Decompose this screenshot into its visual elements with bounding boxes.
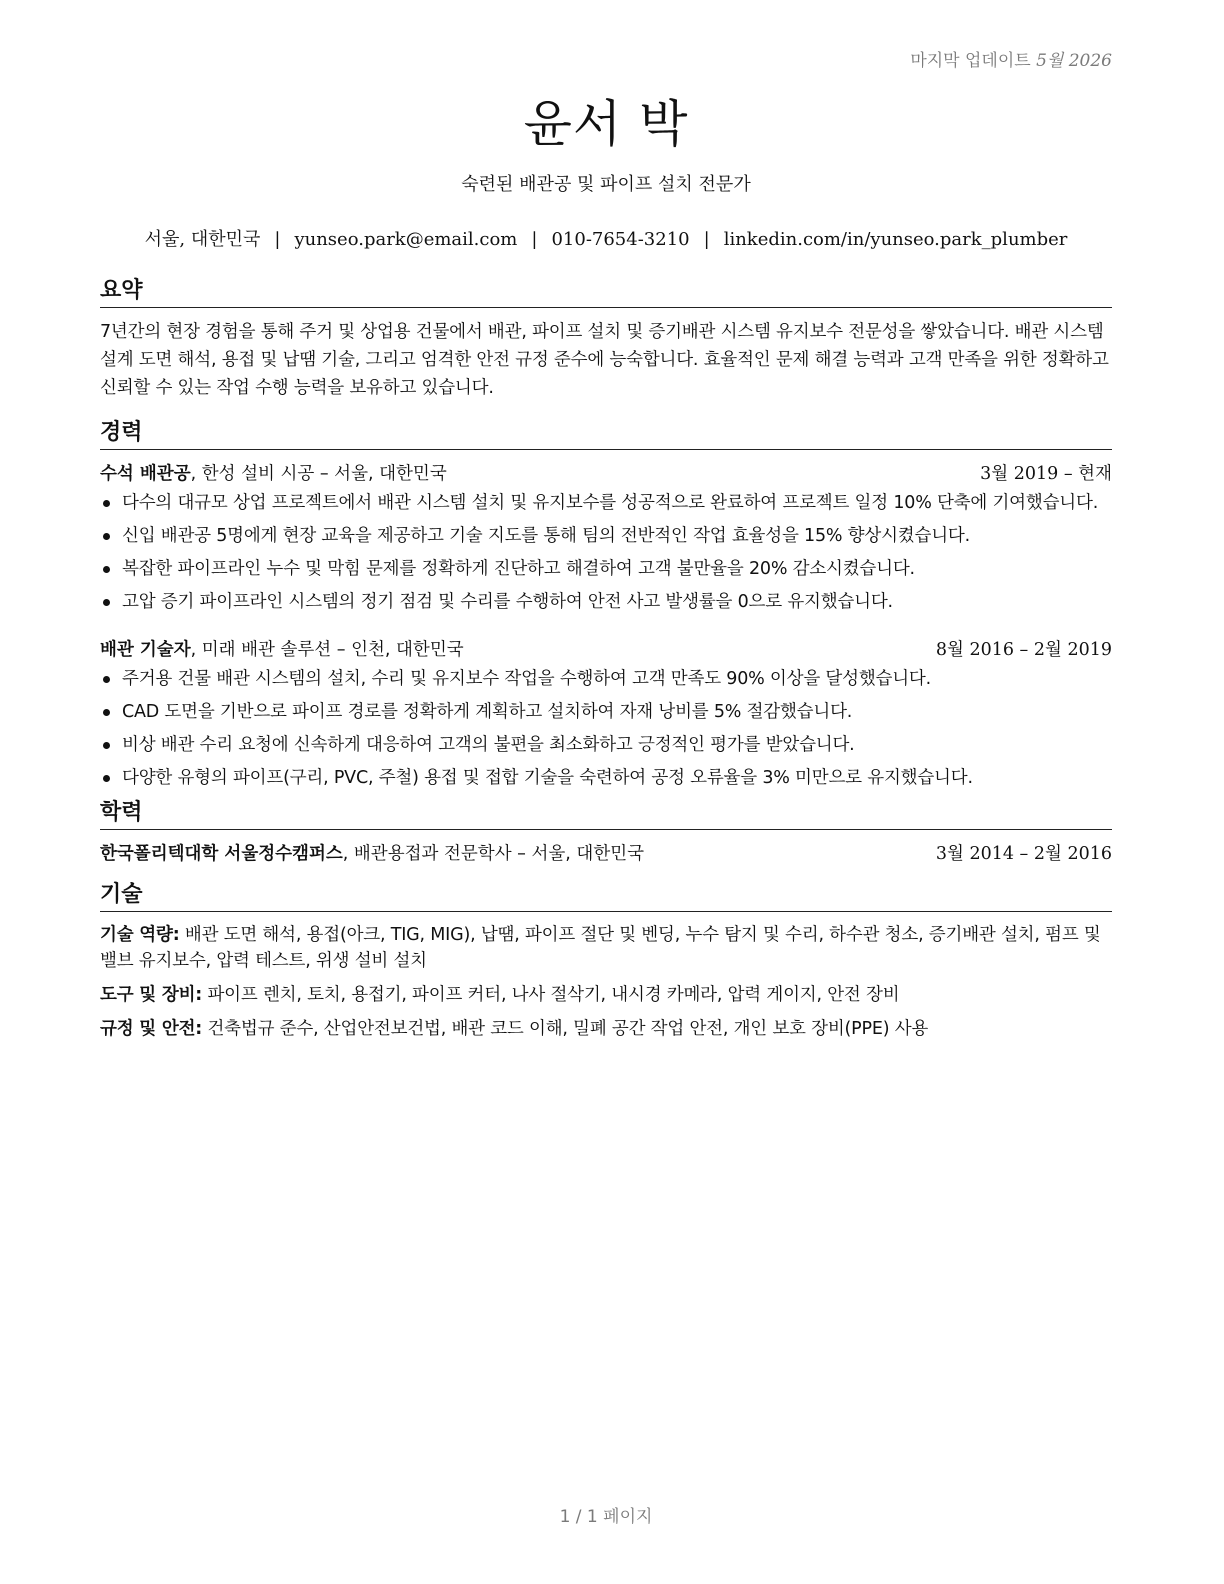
skill-line bbox=[100, 922, 1112, 974]
skill-line bbox=[100, 1016, 1112, 1042]
last-updated-label: 마지막 업데이트 bbox=[910, 51, 1031, 71]
job-org: , 한성 설비 시공 – 서울, 대한민국 bbox=[190, 464, 447, 484]
skill-label: 도구 및 장비: bbox=[100, 985, 203, 1005]
skill-label: 규정 및 안전: bbox=[100, 1019, 203, 1039]
contact-separator: | bbox=[703, 229, 710, 250]
degree-detail: , 배관용접과 전문학사 – 서울, 대한민국 bbox=[342, 844, 645, 864]
job-bullets bbox=[100, 490, 1112, 615]
education-entry bbox=[100, 840, 1112, 868]
candidate-tagline: 숙련된 배관공 및 파이프 설치 전문가 bbox=[461, 174, 751, 195]
last-updated-year: 2026 bbox=[1068, 51, 1112, 71]
skill-text: 배관 도면 해석, 용접(아크, TIG, MIG), 납땜, 파이프 절단 및 벤딩, 누수 탐지 및 수리, 하수관 청소, 증기배관 설치, 펌프 및 밸브 유지보수, 압력 테스트, 위생 설비 설치 bbox=[100, 925, 1101, 971]
job-date: 8월 2016 – 2월 2019 bbox=[935, 640, 1112, 660]
job-date: 3월 2019 – 현재 bbox=[980, 464, 1112, 484]
skill-line bbox=[100, 982, 1112, 1008]
experience-entry bbox=[100, 460, 1112, 615]
skills-heading: 기술 bbox=[100, 880, 1112, 912]
school-name: 한국폴리텍대학 서울정수캠퍼스 bbox=[100, 844, 343, 864]
education-section bbox=[100, 798, 1112, 868]
list-item: 다양한 유형의 파이프(구리, PVC, 주철) 용접 및 접합 기술을 숙련하여 공정 오류율을 3% 미만으로 유지했습니다. bbox=[100, 765, 1112, 791]
contact-separator: | bbox=[274, 229, 281, 250]
list-item: 비상 배관 수리 요청에 신속하게 대응하여 고객의 불편을 최소화하고 긍정적인 평가를 받았습니다. bbox=[100, 732, 1112, 758]
education-date: 3월 2014 – 2월 2016 bbox=[935, 844, 1112, 864]
job-title: 배관 기술자 bbox=[100, 640, 191, 660]
experience-section bbox=[100, 418, 1112, 791]
experience-entry-header bbox=[100, 460, 1112, 488]
list-item: 주거용 건물 배관 시스템의 설치, 수리 및 유지보수 작업을 수행하여 고객 만족도 90% 이상을 달성했습니다. bbox=[100, 666, 1112, 692]
contact-separator: | bbox=[531, 229, 538, 250]
experience-heading: 경력 bbox=[100, 418, 1112, 450]
summary-heading: 요약 bbox=[100, 276, 1112, 308]
last-updated-month: 5월 bbox=[1036, 51, 1064, 71]
contact-location: 서울, 대한민국 bbox=[144, 229, 261, 250]
candidate-name: 윤서 박 bbox=[523, 95, 689, 153]
skill-label: 기술 역량: bbox=[100, 925, 180, 945]
list-item: CAD 도면을 기반으로 파이프 경로를 정확하게 계획하고 설치하여 자재 낭비를 5% 절감했습니다. bbox=[100, 699, 1112, 725]
job-bullets bbox=[100, 666, 1112, 791]
contact-phone: 010-7654-3210 bbox=[551, 229, 690, 250]
contact-email-link[interactable]: yunseo.park@email.com bbox=[294, 229, 518, 250]
job-title: 수석 배관공 bbox=[100, 464, 191, 484]
list-item: 신입 배관공 5명에게 현장 교육을 제공하고 기술 지도를 통해 팀의 전반적인 작업 효율성을 15% 향상시켰습니다. bbox=[100, 523, 1112, 549]
skill-text: 파이프 렌치, 토치, 용접기, 파이프 커터, 나사 절삭기, 내시경 카메라, 압력 게이지, 안전 장비 bbox=[202, 985, 900, 1005]
experience-entry bbox=[100, 636, 1112, 791]
last-updated bbox=[910, 46, 1112, 71]
resume-page bbox=[100, 0, 1112, 1584]
skills-section bbox=[100, 880, 1112, 1042]
list-item: 복잡한 파이프라인 누수 및 막힘 문제를 정확하게 진단하고 해결하여 고객 불만율을 20% 감소시켰습니다. bbox=[100, 556, 1112, 582]
list-item: 고압 증기 파이프라인 시스템의 정기 점검 및 수리를 수행하여 안전 사고 발생률을 0으로 유지했습니다. bbox=[100, 589, 1112, 615]
resume-content bbox=[100, 276, 1112, 1050]
contact-linkedin-link[interactable]: linkedin.com/in/yunseo.park_plumber bbox=[723, 229, 1068, 250]
page-number: 1 / 1 페이지 bbox=[559, 1507, 653, 1527]
skill-text: 건축법규 준수, 산업안전보건법, 배관 코드 이해, 밀폐 공간 작업 안전, 개인 보호 장비(PPE) 사용 bbox=[202, 1019, 929, 1039]
experience-entry-header bbox=[100, 636, 1112, 664]
job-org: , 미래 배관 솔루션 – 인천, 대한민국 bbox=[190, 640, 464, 660]
contact-info bbox=[48, 225, 1164, 251]
list-item: 다수의 대규모 상업 프로젝트에서 배관 시스템 설치 및 유지보수를 성공적으로 완료하여 프로젝트 일정 10% 단축에 기여했습니다. bbox=[100, 490, 1112, 516]
summary-text: 7년간의 현장 경험을 통해 주거 및 상업용 건물에서 배관, 파이프 설치 및 증기배관 시스템 유지보수 전문성을 쌓았습니다. 배관 시스템 설계 도면 해석, 용접 및 납땜 기술, 그리고 엄격한 안전 규정 준수에 능숙합니다. 효율적인 문제 해결 능력과 고객 만족을 위한 정확하고 신뢰할 수 있는 작업 수행 능력을 보유하고 있습니다. bbox=[100, 322, 1109, 398]
summary-section bbox=[100, 276, 1112, 402]
education-heading: 학력 bbox=[100, 798, 1112, 830]
